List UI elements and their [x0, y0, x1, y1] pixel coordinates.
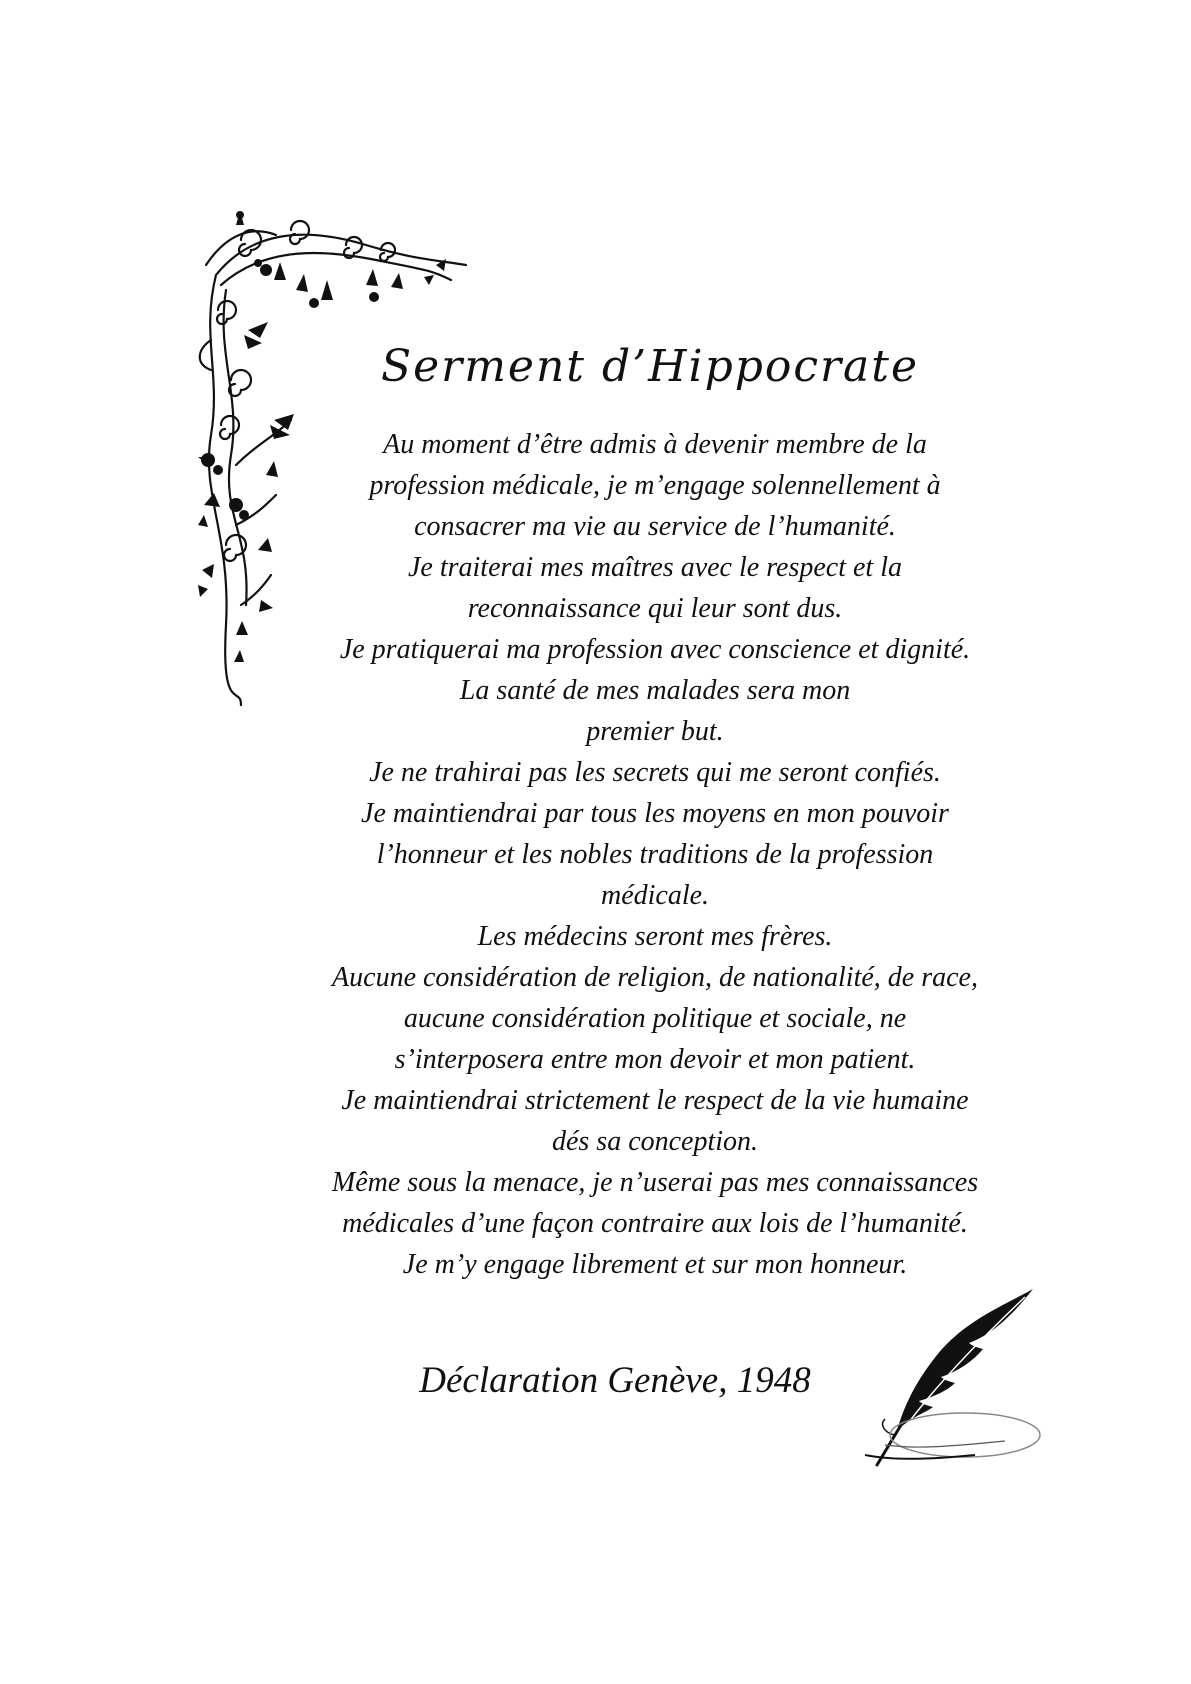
oath-line: s’interposera entre mon devoir et mon patient.	[394, 1044, 916, 1075]
oath-line: Les médecins seront mes frères.	[477, 921, 833, 952]
oath-line: Même sous la menace, je n’userai pas mes connaissances	[331, 1167, 979, 1198]
oath-line: médicale.	[600, 880, 710, 911]
oath-line: Je maintiendrai par tous les moyens en mon pouvoir	[361, 798, 949, 829]
page-title: Serment d’Hippocrate	[380, 341, 920, 392]
oath-line: premier but.	[586, 716, 724, 747]
oath-line: profession médicale, je m’engage solennellement à	[369, 470, 941, 501]
oath-line: consacrer ma vie au service de l’humanité.	[414, 511, 896, 542]
signature-line: Déclaration Genève, 1948	[419, 1360, 811, 1401]
oath-line: Je pratiquerai ma profession avec conscience et dignité.	[339, 634, 971, 665]
oath-line: La santé de mes malades sera mon	[459, 675, 851, 706]
oath-line: Aucune considération de religion, de nationalité, de race,	[332, 962, 978, 993]
oath-line: médicales d’une façon contraire aux lois de l’humanité.	[342, 1208, 968, 1239]
oath-line: l’honneur et les nobles traditions de la profession	[376, 839, 934, 870]
oath-line: aucune considération politique et sociale, ne	[403, 1003, 907, 1034]
oath-text	[295, 424, 1015, 1285]
oath-line: Je m’y engage librement et sur mon honneur.	[402, 1249, 908, 1280]
oath-line: Je traiterai mes maîtres avec le respect et la	[408, 552, 902, 583]
oath-line: reconnaissance qui leur sont dus.	[467, 593, 843, 624]
oath-line: Je ne trahirai pas les secrets qui me seront confiés.	[369, 757, 941, 788]
oath-line: Je maintiendrai strictement le respect de la vie humaine	[341, 1085, 969, 1116]
oath-line: dés sa conception.	[551, 1126, 759, 1157]
quill-pen-icon	[855, 1285, 1045, 1470]
oath-line: Au moment d’être admis à devenir membre de la	[383, 429, 927, 460]
